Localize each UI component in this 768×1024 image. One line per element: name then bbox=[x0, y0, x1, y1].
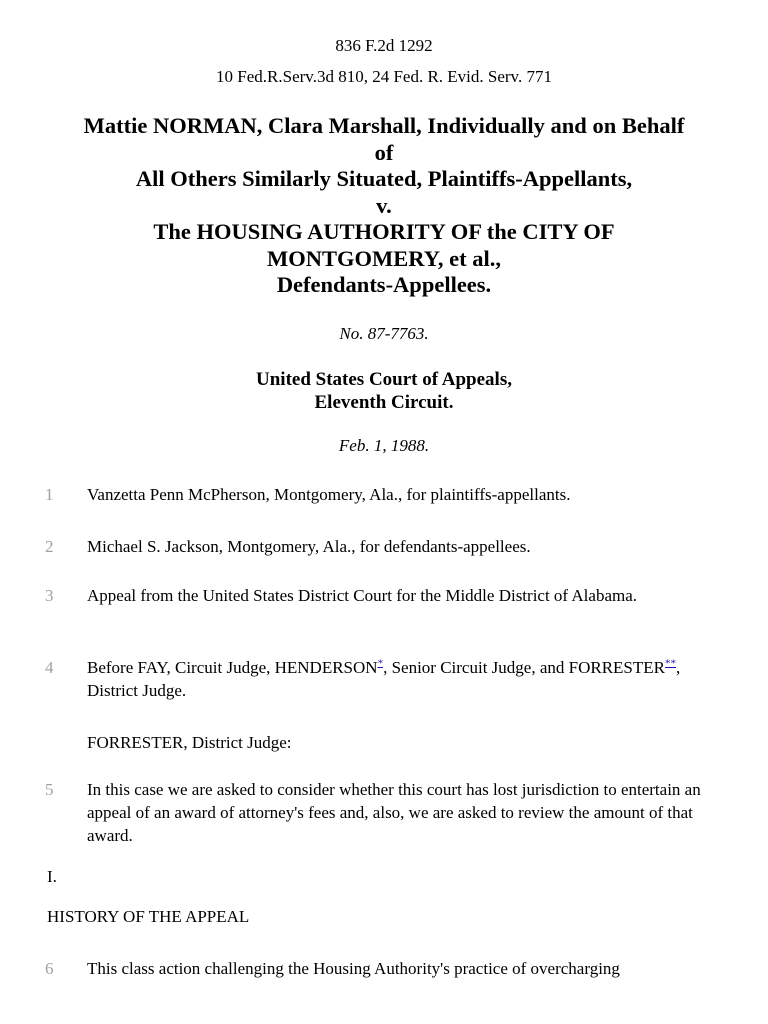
case-title-line: MONTGOMERY, et al., bbox=[267, 245, 501, 271]
paragraph-text: This class action challenging the Housing Authority's practice of overcharging bbox=[87, 959, 620, 978]
paragraph-number: 1 bbox=[45, 485, 54, 504]
paragraph-text bbox=[87, 656, 727, 702]
paragraph-number: 2 bbox=[45, 537, 54, 556]
panel-text: , District Judge. bbox=[87, 658, 681, 700]
paragraph-text: Vanzetta Penn McPherson, Montgomery, Ala., for plaintiffs-appellants. bbox=[87, 485, 571, 504]
case-title-line: All Others Similarly Situated, Plaintiffs-Appellants, bbox=[135, 166, 633, 191]
paragraph-text: Appeal from the United States District Court for the Middle District of Alabama. bbox=[87, 586, 638, 605]
case-title-line: v. bbox=[376, 192, 392, 218]
paragraph-number: 4 bbox=[45, 658, 54, 677]
decision-date: Feb. 1, 1988. bbox=[338, 436, 430, 455]
opinion-author: FORRESTER, District Judge: bbox=[87, 733, 292, 752]
court-name-line: United States Court of Appeals, bbox=[256, 369, 512, 390]
footnote-link[interactable]: ** bbox=[665, 657, 676, 670]
section-number: I. bbox=[47, 867, 57, 886]
paragraph-number: 6 bbox=[45, 959, 54, 978]
section-heading: HISTORY OF THE APPEAL bbox=[47, 907, 250, 926]
panel-text: Before FAY, Circuit Judge, HENDERSON bbox=[87, 658, 378, 677]
case-title-line: The HOUSING AUTHORITY OF the CITY OF bbox=[153, 219, 615, 244]
court-name-line: Eleventh Circuit. bbox=[314, 392, 454, 413]
case-title-line: Defendants-Appellees. bbox=[276, 272, 492, 297]
panel-text: , Senior Circuit Judge, and FORRESTER bbox=[383, 658, 665, 677]
parallel-citations: 10 Fed.R.Serv.3d 810, 24 Fed. R. Evid. Serv. 771 bbox=[216, 67, 552, 86]
footnote-link[interactable]: * bbox=[377, 657, 384, 670]
case-title bbox=[0, 113, 768, 299]
court-name bbox=[0, 368, 768, 414]
case-title-line: of bbox=[374, 139, 394, 165]
paragraph-number: 3 bbox=[45, 586, 54, 605]
paragraph-text: Michael S. Jackson, Montgomery, Ala., for defendants-appellees. bbox=[87, 537, 531, 556]
reporter-citation: 836 F.2d 1292 bbox=[335, 36, 433, 55]
docket-number: No. 87-7763. bbox=[339, 324, 429, 343]
paragraph-text: In this case we are asked to consider whether this court has lost jurisdiction to entertain an appeal of an award of attorney's fees and, also, we are asked to review the amount of that award. bbox=[87, 780, 701, 845]
case-title-line: Mattie NORMAN, Clara Marshall, Individually and on Behalf bbox=[83, 113, 685, 138]
paragraph-number: 5 bbox=[45, 780, 54, 799]
